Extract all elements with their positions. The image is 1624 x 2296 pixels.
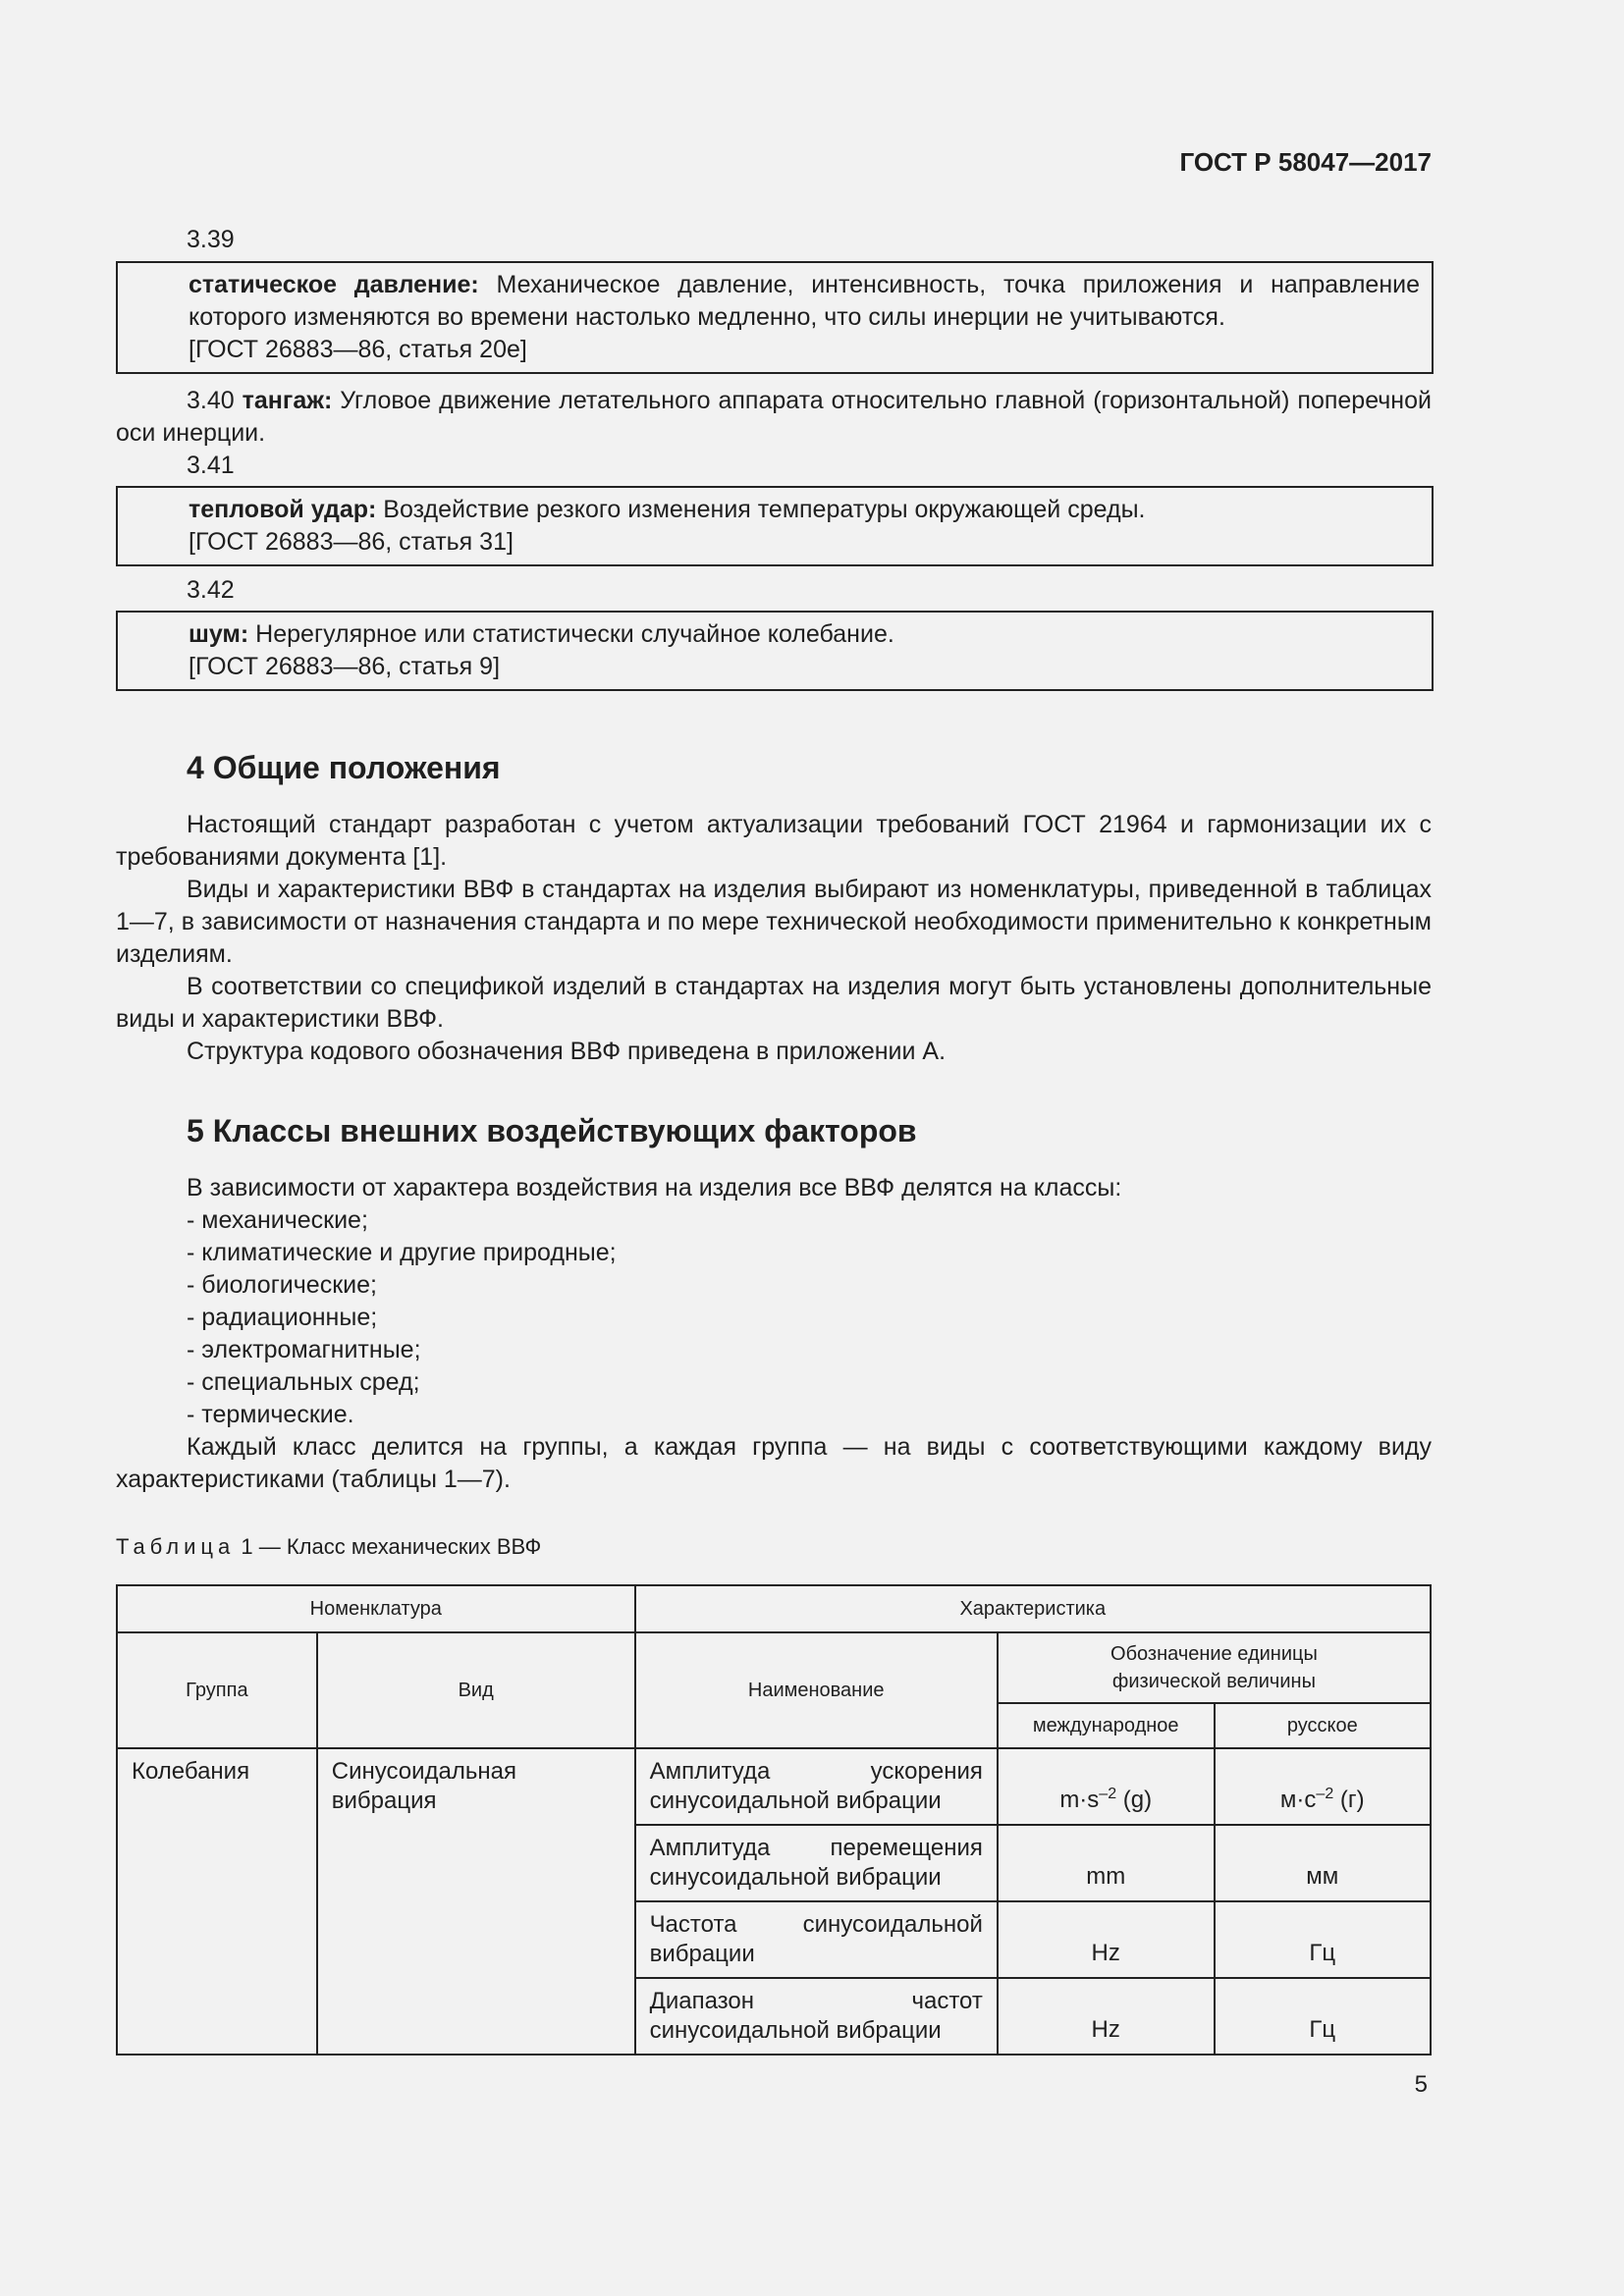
unit-exponent: –2 — [1316, 1786, 1334, 1802]
section-4-body — [116, 809, 1432, 1068]
table-header-row — [117, 1585, 1431, 1632]
header-russian: русское — [1215, 1703, 1431, 1748]
definition: Воздействие резкого изменения температуры окружающей среды. — [376, 496, 1146, 523]
class-list — [116, 1204, 1432, 1431]
definition-text — [189, 618, 1420, 651]
header-unit: Обозначение единицы физической величины — [998, 1632, 1431, 1703]
document-header: ГОСТ Р 58047—2017 — [1179, 147, 1432, 177]
cell-name: Амплитуда ускорения синусоидальной вибрации — [635, 1748, 998, 1825]
paragraph: Структура кодового обозначения ВВФ приведена в приложении А. — [187, 1038, 947, 1065]
definition: Механическое давление, интенсивность, точка приложения и направление которого изменяются во времени настолько медленно, что силы инерции не учитываются. — [189, 271, 1420, 331]
cell-type: Синусоидальная вибрация — [317, 1748, 635, 2055]
header-name: Наименование — [635, 1632, 998, 1748]
section-5-title: 5 Классы внешних воздействующих факторов — [187, 1113, 917, 1148]
cell-unit-russian: Гц — [1215, 1978, 1431, 2055]
cell-unit-international: Hz — [998, 1978, 1215, 2055]
paragraph: В зависимости от характера воздействия на изделия все ВВФ делятся на классы: — [187, 1174, 1122, 1201]
cell-group: Колебания — [117, 1748, 317, 2055]
unit-exponent: –2 — [1099, 1786, 1117, 1802]
unit-suffix: (g) — [1116, 1787, 1153, 1813]
definition-box-3-39 — [116, 261, 1434, 374]
header-international: международное — [998, 1703, 1215, 1748]
definition-text — [189, 494, 1420, 526]
definition: Нерегулярное или статистически случайное колебание. — [248, 620, 894, 648]
list-item: - биологические; — [187, 1269, 1432, 1302]
list-item: - механические; — [187, 1204, 1432, 1237]
paragraph: Виды и характеристики ВВФ в стандартах на изделия выбирают из номенклатуры, приведенной в таблицах 1—7, в зависимости от назначения стандарта и по мере технической необходимости применительно к конкретным изделиям. — [116, 876, 1432, 968]
definition-box-3-41 — [116, 486, 1434, 566]
section-5-body — [116, 1172, 1432, 1496]
reference: [ГОСТ 26883—86, статья 20е] — [189, 336, 527, 363]
page-number: 5 — [1414, 2071, 1428, 2098]
cell-unit-russian: Гц — [1215, 1901, 1431, 1978]
header-group: Группа — [117, 1632, 317, 1748]
list-item: - электромагнитные; — [187, 1334, 1432, 1366]
cell-name: Амплитуда перемещения синусоидальной вибрации — [635, 1825, 998, 1901]
definition-box-3-42 — [116, 611, 1434, 691]
clause-number-3-42: 3.42 — [187, 576, 235, 604]
term: шум: — [189, 620, 249, 648]
header-type: Вид — [317, 1632, 635, 1748]
table-caption-label: Таблица — [116, 1534, 236, 1559]
term: тепловой удар: — [189, 496, 377, 523]
list-item: - климатические и другие природные; — [187, 1237, 1432, 1269]
paragraph: Каждый класс делится на группы, а каждая группа — на виды с соответствующими каждому виду характеристиками (таблицы 1—7). — [116, 1433, 1432, 1493]
cell-unit-russian — [1215, 1748, 1431, 1825]
unit-base: м·с — [1279, 1787, 1317, 1813]
table-header-row — [117, 1632, 1431, 1703]
list-item: - радиационные; — [187, 1302, 1432, 1334]
cell-unit-international — [998, 1748, 1215, 1825]
reference: [ГОСТ 26883—86, статья 9] — [189, 653, 501, 680]
cell-name: Частота синусоидальной вибрации — [635, 1901, 998, 1978]
clause-3-40 — [116, 385, 1432, 450]
cell-unit-russian: мм — [1215, 1825, 1431, 1901]
table-caption-text: 1 — Класс механических ВВФ — [235, 1534, 542, 1559]
section-4-title: 4 Общие положения — [187, 750, 501, 785]
list-item: - термические. — [187, 1399, 1432, 1431]
list-item: - специальных сред; — [187, 1366, 1432, 1399]
cell-name: Диапазон частот синусоидальной вибрации — [635, 1978, 998, 2055]
unit-suffix: (г) — [1333, 1787, 1365, 1813]
cell-unit-international: Hz — [998, 1901, 1215, 1978]
clause-number: 3.40 — [187, 387, 235, 414]
table-row — [117, 1748, 1431, 1825]
paragraph: В соответствии со спецификой изделий в стандартах на изделия могут быть установлены дополнительные виды и характеристики ВВФ. — [116, 973, 1432, 1033]
paragraph: Настоящий стандарт разработан с учетом актуализации требований ГОСТ 21964 и гармонизации их с требованиями документа [1]. — [116, 811, 1432, 871]
header-characteristic: Характеристика — [635, 1585, 1431, 1632]
term: статическое давление: — [189, 271, 479, 298]
cell-unit-international: mm — [998, 1825, 1215, 1901]
unit-base: m·s — [1059, 1787, 1100, 1813]
term: тангаж: — [242, 387, 333, 414]
clause-number-3-41: 3.41 — [187, 452, 235, 479]
header-nomenclature: Номенклатура — [117, 1585, 635, 1632]
definition-text — [189, 269, 1420, 334]
mechanical-factors-table — [116, 1584, 1432, 2056]
reference: [ГОСТ 26883—86, статья 31] — [189, 528, 514, 556]
table-caption — [116, 1534, 541, 1560]
definition: Угловое движение летательного аппарата относительно главной (горизонтальной) поперечной оси инерции. — [116, 387, 1432, 447]
clause-number-3-39: 3.39 — [187, 226, 235, 253]
